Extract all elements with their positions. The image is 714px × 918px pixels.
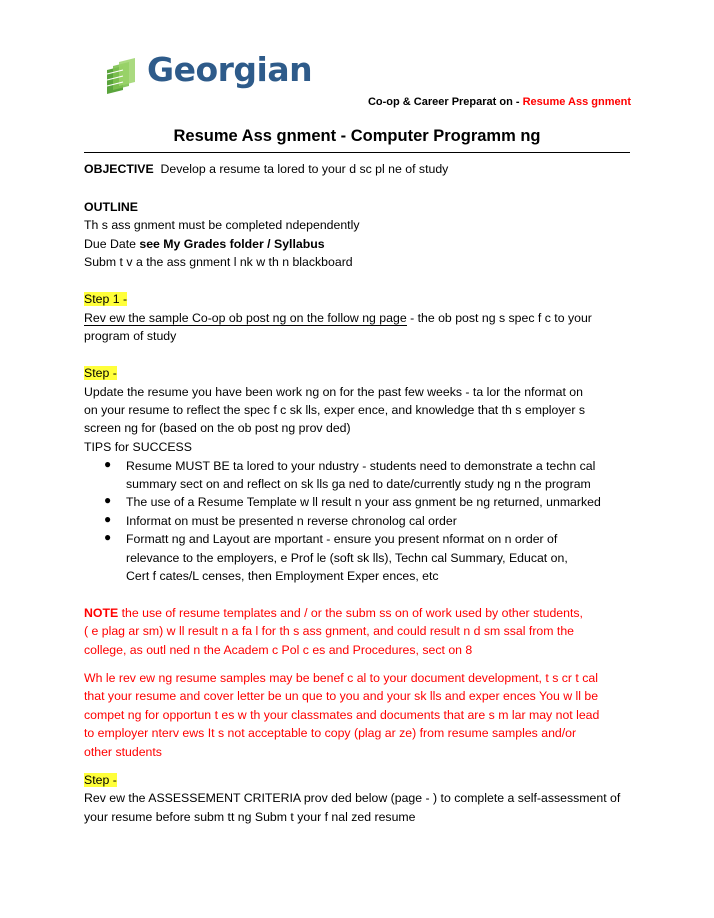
note-text-1: the use of resume templates and / or the subm ss on of work used by other students,: [118, 606, 583, 620]
outline-line-1: Th s ass gnment must be completed ndependently: [84, 218, 360, 232]
step2-label: Step -: [84, 366, 117, 380]
header-subtitle-highlight: Resume Ass gnment: [522, 96, 631, 108]
step3-line-1: Rev ew the ASSESSEMENT CRITERIA prov ded below (page - ) to complete a self-assessment of: [84, 791, 621, 805]
tip-1-line-2: summary sect on and reflect on sk lls ga ned to date/currently study ng n the program: [126, 477, 591, 491]
tip-4-line-1: Formatt ng and Layout are mportant - ensure you present nformat on n order of: [126, 532, 558, 546]
step1-label: Step 1 -: [84, 292, 128, 306]
step2-line-3: screen ng for (based on the ob post ng prov ded): [84, 421, 351, 435]
step2-line-1: Update the resume you have been work ng on for the past few weeks - ta lor the nformat on: [84, 385, 583, 399]
due-date-label: Due Date: [84, 237, 140, 251]
warning-line-5: other students: [84, 745, 162, 759]
note-label: NOTE: [84, 606, 119, 620]
document-title: Resume Ass gnment - Computer Programm ng: [173, 127, 541, 145]
warning-line-2: that your resume and cover letter be un que to you and your sk lls and exper ences You w ll be: [84, 689, 599, 703]
step1-line-2: program of study: [84, 329, 177, 343]
tip-2-line-1: The use of a Resume Template w ll result n your ass gnment be ng returned, unmarked: [126, 495, 601, 509]
step2-line-2: on your resume to reflect the spec f c sk lls, exper ence, and knowledge that th s employer s: [84, 403, 586, 417]
objective-text: Develop a resume ta lored to your d sc pl ne of study: [160, 162, 449, 176]
step1-label-line: [84, 290, 127, 309]
step2-label-line: [84, 364, 117, 383]
header-subtitle-prefix: Co-op & Career Preparat on -: [367, 96, 523, 108]
note-line-3: college, as outl ned n the Academ c Pol c es and Procedures, sect on 8: [84, 643, 473, 657]
georgian-logo: [103, 46, 313, 96]
tip-4-line-2: relevance to the employers, e Prof le (soft sk lls), Techn cal Summary, Educat on,: [126, 551, 568, 565]
title-divider: [84, 152, 630, 153]
warning-line-1: Wh le rev ew ng resume samples may be benef c al to your document development, t s cr t cal: [84, 671, 598, 685]
outline-heading: OUTLINE: [84, 200, 138, 214]
step3-line-2: your resume before subm tt ng Subm t your f nal zed resume: [84, 810, 416, 824]
step1-rest: - the ob post ng s spec f c to your: [406, 311, 592, 325]
objective-line: [84, 160, 448, 179]
bullet-icon: ●: [104, 512, 112, 526]
bullet-icon: ●: [104, 530, 112, 544]
step3-label: Step -: [84, 773, 117, 787]
bullet-icon: ●: [104, 457, 112, 471]
sample-job-posting-link[interactable]: Rev ew the sample Co-op ob post ng on the follow ng page: [84, 311, 407, 325]
objective-label: OBJECTIVE: [84, 162, 154, 176]
logo-text: Georgian: [147, 50, 313, 89]
logo-mark-icon: [103, 56, 147, 96]
bullet-icon: ●: [104, 493, 112, 507]
step3-label-line: [84, 771, 117, 790]
tip-1-line-1: Resume MUST BE ta lored to your ndustry - students need to demonstrate a techn cal: [126, 459, 596, 473]
warning-line-3: compet ng for opportun t es w th your classmates and documents that are s m lar may not lead: [84, 708, 600, 722]
due-date-value: see My Grades folder / Syllabus: [139, 237, 325, 251]
outline-line-3: Subm t v a the ass gnment l nk w th n blackboard: [84, 255, 353, 269]
step1-line-1: [84, 309, 592, 328]
note-line-2: ( e plag ar sm) w ll result n a fa l for th s ass gnment, and could result n d sm ssal from the: [84, 624, 575, 638]
tips-heading: TIPS for SUCCESS: [84, 440, 192, 454]
due-date-line: [84, 235, 325, 254]
warning-line-4: to employer nterv ews It s not acceptable to copy (plag ar ze) from resume samples and/or: [84, 726, 577, 740]
note-line-1: [84, 604, 583, 623]
tip-3-line-1: Informat on must be presented n reverse chronolog cal order: [126, 514, 457, 528]
tip-4-line-3: Cert f cates/L censes, then Employment Exper ences, etc: [126, 569, 439, 583]
header-subtitle: [368, 96, 631, 108]
